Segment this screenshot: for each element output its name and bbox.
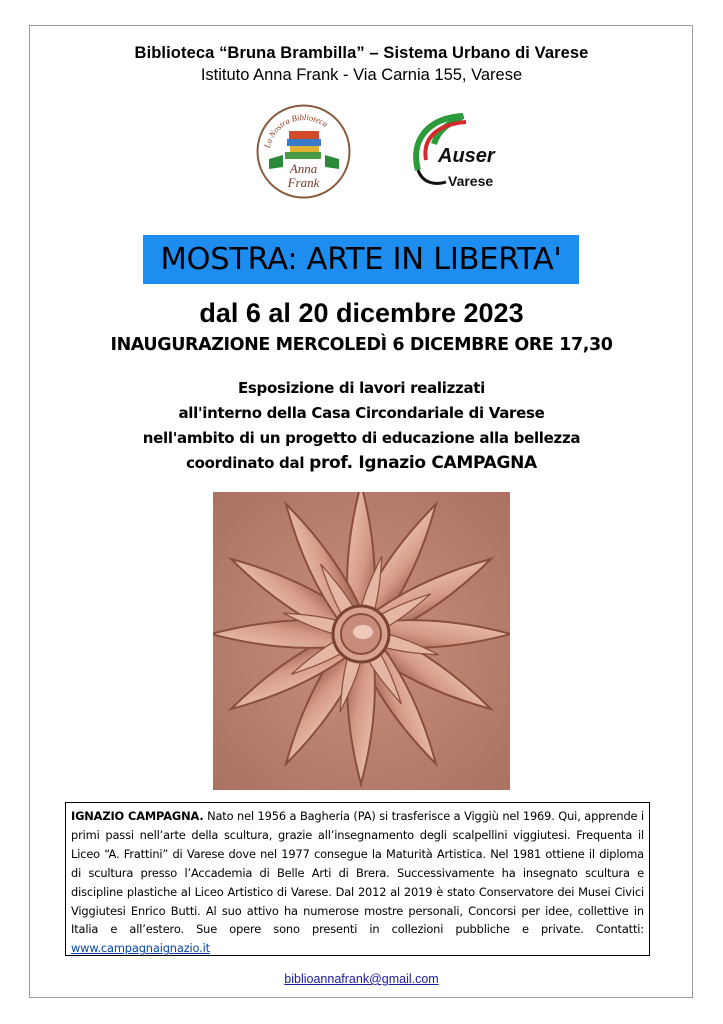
library-logo-top-text: La Nostra Biblioteca	[261, 111, 331, 149]
event-title-banner: MOSTRA: ARTE IN LIBERTA'	[143, 235, 579, 284]
artist-website-link[interactable]: www.campagnaignazio.it	[71, 941, 210, 956]
coordinator-name: prof. Ignazio CAMPAGNA	[309, 453, 537, 473]
library-name: Biblioteca “Bruna Brambilla” – Sistema Urbano di Varese	[134, 44, 589, 62]
sculpture-photo	[213, 492, 510, 790]
bio-name: IGNAZIO CAMPAGNA.	[71, 809, 204, 823]
coordinator-prefix: coordinato dal	[186, 454, 310, 472]
auser-logo	[408, 110, 508, 194]
event-description	[0, 376, 723, 476]
contact-email[interactable]: biblioannafrank@gmail.com	[284, 972, 439, 986]
description-line: Esposizione di lavori realizzati	[237, 379, 486, 397]
description-line: nell'ambito di un progetto di educazione alla bellezza	[142, 429, 581, 447]
library-logo-name1: Anna	[289, 161, 318, 176]
event-inauguration: INAUGURAZIONE MERCOLEDÌ 6 DICEMBRE ORE 17,30	[110, 335, 613, 355]
bio-text: Nato nel 1956 a Bagheria (PA) si trasferisce a Viggiù nel 1969. Qui, apprende i primi passi nell’arte della scultura, grazie all’insegnamento degli scalpellini viggiutesi. Frequenta il Liceo “A. Frattini” di Varese dove nel 1977 consegue la Maturità Artistica. Nel 1981 ottiene il diploma di scultura presso l’Accademia di Belle Arti di Brera. Successivamente ha insegnato scultura e discipline plastiche al Liceo Artistico di Varese. Dal 2012 al 2019 è stato Conservatore dei Musei Civici Viggiutesi Enrico Butti. Al suo attivo ha numerose mostre personali, Concorsi per idee, collettive in Italia e all’estero. Sue opere sono presenti in collezioni pubbliche e private. Contatti:	[71, 809, 644, 937]
auser-logo-brand: Auser	[438, 145, 495, 167]
auser-logo-city: Varese	[448, 173, 494, 189]
library-logo-name2: Frank	[287, 175, 320, 190]
event-dates: dal 6 al 20 dicembre 2023	[199, 298, 524, 328]
library-address: Istituto Anna Frank - Via Carnia 155, Varese	[200, 66, 523, 84]
library-logo	[255, 103, 352, 200]
coordinator-line	[0, 451, 723, 476]
description-line: all'interno della Casa Circondariale di Varese	[178, 404, 545, 422]
artist-bio	[65, 802, 650, 956]
